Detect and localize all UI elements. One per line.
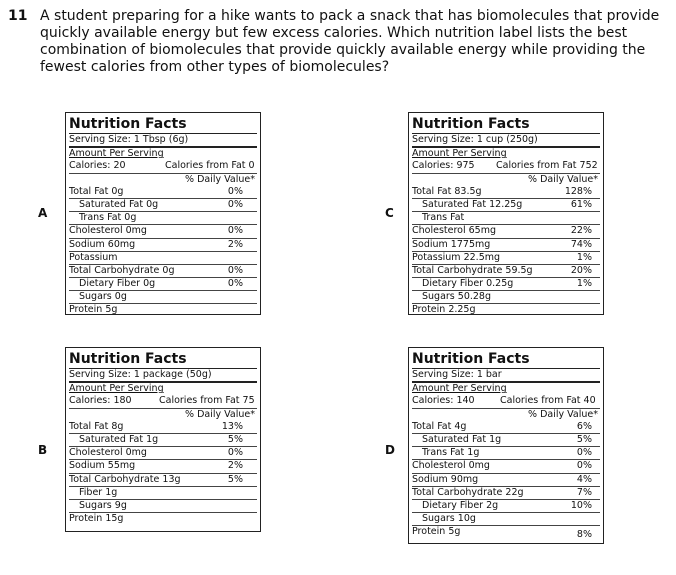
sodium-dv: 2% xyxy=(227,460,243,472)
saturated-fat: Saturated Fat 0g xyxy=(79,198,159,210)
potassium: Potassium 22.5mg xyxy=(412,251,501,263)
total-carbohydrate-dv: 20% xyxy=(570,264,592,276)
serving-size: Serving Size: 1 Tbsp (6g) xyxy=(69,134,189,145)
nutrition-label-d xyxy=(408,347,604,544)
total-fat-dv: 0% xyxy=(227,185,243,197)
total-carbohydrate-dv: 7% xyxy=(576,486,592,498)
sodium: Sodium 90mg xyxy=(412,473,479,485)
calories-from-fat: Calories from Fat 752 xyxy=(496,160,598,172)
cholesterol: Cholesterol 0mg xyxy=(69,225,147,237)
choice-letter-a[interactable]: A xyxy=(38,206,48,220)
total-carbohydrate-dv: 0% xyxy=(227,264,243,276)
sodium-dv: 74% xyxy=(570,238,592,250)
potassium-dv: 1% xyxy=(576,251,592,263)
saturated-fat: Saturated Fat 12.25g xyxy=(422,198,523,210)
cholesterol-dv: 0% xyxy=(576,460,592,472)
total-fat-dv: 128% xyxy=(564,185,592,197)
potassium: Potassium xyxy=(69,251,118,263)
fiber: Fiber 1g xyxy=(79,486,118,498)
cholesterol: Cholesterol 65mg xyxy=(412,225,497,237)
calories: Calories: 180 xyxy=(69,395,132,407)
daily-value-header: % Daily Value* xyxy=(185,408,255,420)
choice-letter-c[interactable]: C xyxy=(385,206,394,220)
sodium-dv: 4% xyxy=(576,473,592,485)
total-carbohydrate: Total Carbohydrate 22g xyxy=(412,486,524,498)
total-carbohydrate: Total Carbohydrate 13g xyxy=(69,473,181,485)
daily-value-header: % Daily Value* xyxy=(528,408,598,420)
total-fat: Total Fat 83.5g xyxy=(412,185,482,197)
question-number: 11 xyxy=(8,8,28,24)
cholesterol: Cholesterol 0mg xyxy=(412,460,490,472)
cholesterol-dv: 22% xyxy=(570,225,592,237)
total-carbohydrate: Total Carbohydrate 0g xyxy=(69,264,175,276)
nutrition-label-b xyxy=(65,347,261,532)
protein: Protein 5g xyxy=(412,526,461,538)
label-title: Nutrition Facts xyxy=(412,116,600,134)
sodium: Sodium 60mg xyxy=(69,238,136,250)
trans-fat: Trans Fat xyxy=(422,212,465,224)
calories-from-fat: Calories from Fat 0 xyxy=(165,160,255,172)
total-fat-dv: 6% xyxy=(576,420,592,432)
cholesterol-dv: 0% xyxy=(227,225,243,237)
label-title: Nutrition Facts xyxy=(69,351,257,369)
sodium: Sodium 1775mg xyxy=(412,238,491,250)
daily-value-header: % Daily Value* xyxy=(185,173,255,185)
sugars: Sugars 50.28g xyxy=(422,291,492,303)
calories: Calories: 140 xyxy=(412,395,475,407)
saturated-fat-dv: 5% xyxy=(576,433,592,445)
serving-size: Serving Size: 1 bar xyxy=(412,369,502,380)
nutrition-label-c xyxy=(408,112,604,315)
sugars: Sugars 9g xyxy=(79,499,127,511)
cholesterol-dv: 0% xyxy=(227,447,243,459)
serving-size: Serving Size: 1 cup (250g) xyxy=(412,134,538,145)
protein: Protein 5g xyxy=(69,304,118,316)
question-text: A student preparing for a hike wants to pack a snack that has biomolecules that provide quickly available energy but few excess calories. Which nutrition label lists the best combination of biomolecules that provide quickly available energy while providing the fewest calories from other types of biomolecules? xyxy=(40,8,660,75)
sugars: Sugars 0g xyxy=(79,291,127,303)
calories-from-fat: Calories from Fat 40 xyxy=(500,395,596,407)
trans-fat: Trans Fat 0g xyxy=(79,212,137,224)
protein: Protein 15g xyxy=(69,513,124,525)
saturated-fat-dv: 5% xyxy=(227,433,243,445)
saturated-fat-dv: 61% xyxy=(570,198,592,210)
total-fat: Total Fat 0g xyxy=(69,185,124,197)
label-title: Nutrition Facts xyxy=(69,116,257,134)
serving-size: Serving Size: 1 package (50g) xyxy=(69,369,212,380)
dietary-fiber: Dietary Fiber 2g xyxy=(422,499,499,511)
dietary-fiber-dv: 0% xyxy=(227,278,243,290)
saturated-fat-dv: 0% xyxy=(227,198,243,210)
nutrition-label-a xyxy=(65,112,261,315)
dietary-fiber-dv: 1% xyxy=(576,278,592,290)
calories: Calories: 975 xyxy=(412,160,475,172)
total-fat-dv: 13% xyxy=(221,420,243,432)
saturated-fat: Saturated Fat 1g xyxy=(422,433,502,445)
sugars: Sugars 10g xyxy=(422,513,476,525)
sodium: Sodium 55mg xyxy=(69,460,136,472)
trans-fat: Trans Fat 1g xyxy=(422,447,480,459)
sodium-dv: 2% xyxy=(227,238,243,250)
calories: Calories: 20 xyxy=(69,160,126,172)
choice-letter-d[interactable]: D xyxy=(385,443,395,457)
amount-per-serving: Amount Per Serving xyxy=(69,383,164,395)
total-carbohydrate: Total Carbohydrate 59.5g xyxy=(412,264,533,276)
cholesterol: Cholesterol 0mg xyxy=(69,447,147,459)
dietary-fiber: Dietary Fiber 0.25g xyxy=(422,278,514,290)
dietary-fiber: Dietary Fiber 0g xyxy=(79,278,156,290)
label-title: Nutrition Facts xyxy=(412,351,600,369)
amount-per-serving: Amount Per Serving xyxy=(69,148,164,160)
calories-from-fat: Calories from Fat 75 xyxy=(159,395,255,407)
dietary-fiber-dv: 10% xyxy=(570,499,592,511)
total-carbohydrate-dv: 5% xyxy=(227,473,243,485)
total-fat: Total Fat 4g xyxy=(412,420,467,432)
protein: Protein 2.25g xyxy=(412,304,476,316)
choice-letter-b[interactable]: B xyxy=(38,443,48,457)
trans-fat-dv: 0% xyxy=(576,447,592,459)
daily-value-header: % Daily Value* xyxy=(528,173,598,185)
amount-per-serving: Amount Per Serving xyxy=(412,148,507,160)
saturated-fat: Saturated Fat 1g xyxy=(79,433,159,445)
amount-per-serving: Amount Per Serving xyxy=(412,383,507,395)
total-fat: Total Fat 8g xyxy=(69,420,124,432)
protein-dv: 8% xyxy=(576,529,592,541)
